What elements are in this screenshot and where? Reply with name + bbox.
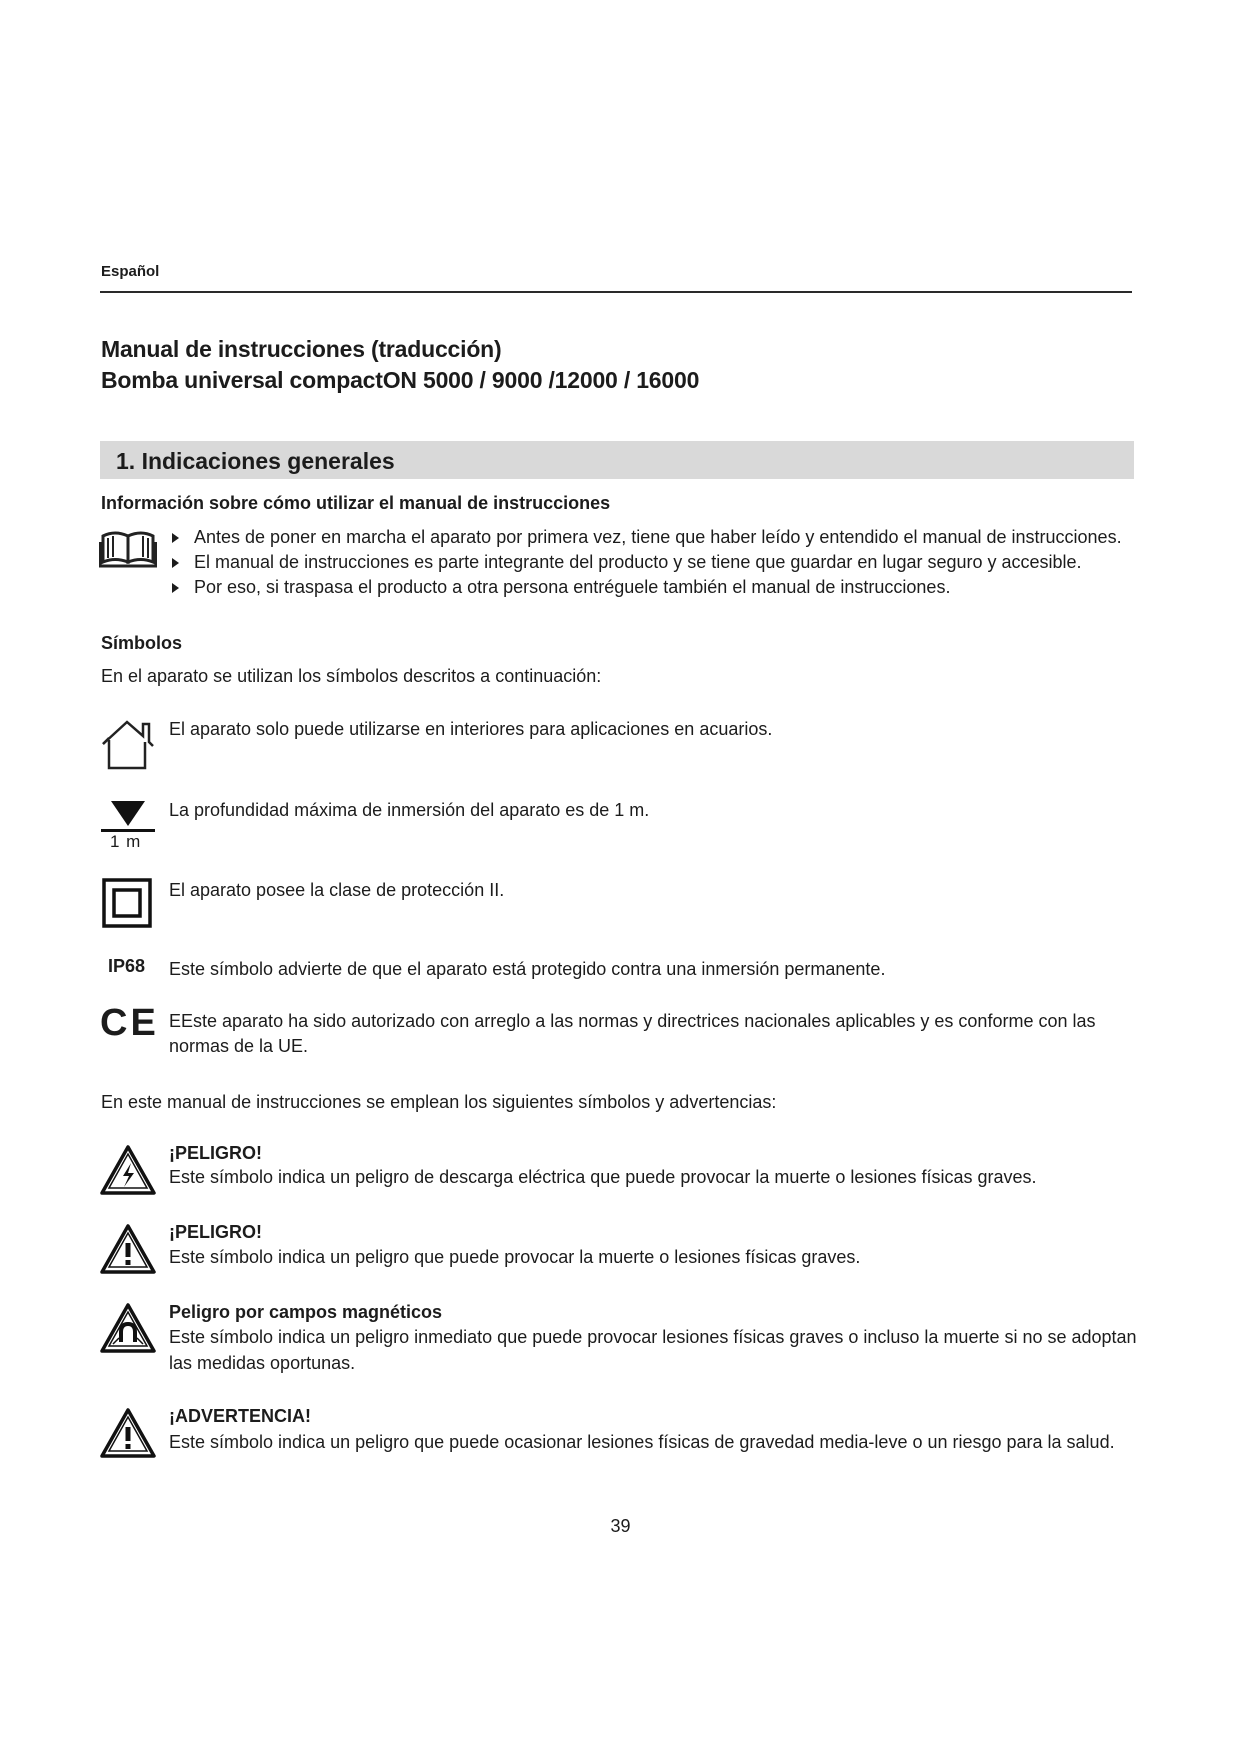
header-rule	[100, 291, 1132, 293]
warning-text: Este símbolo indica un peligro que puede ocasionar lesiones físicas de gravedad media-leve o un riesgo para la salud.	[169, 1432, 1115, 1452]
house-icon	[99, 718, 155, 770]
list-item: Por eso, si traspasa el producto a otra persona entréguele también el manual de instrucciones.	[168, 575, 1122, 600]
language-label: Español	[101, 263, 160, 280]
product-title: Bomba universal compactON 5000 / 9000 /12000 / 16000	[101, 367, 700, 393]
warning-text-line1: Este símbolo indica un peligro inmediato que puede provocar lesiones físicas graves o incluso la muerte si no se adoptan	[169, 1327, 1137, 1347]
bullet-arrow-icon	[172, 558, 179, 568]
symbol-text: El aparato solo puede utilizarse en interiores para aplicaciones en acuarios.	[169, 719, 773, 739]
bullet-arrow-icon	[172, 533, 179, 543]
general-danger-icon	[99, 1223, 157, 1275]
warning-title: ¡PELIGRO!	[169, 1143, 262, 1163]
info-bullet-list	[168, 525, 1122, 600]
info-heading: Información sobre cómo utilizar el manual de instrucciones	[101, 493, 611, 513]
symbols-intro: En el aparato se utilizan los símbolos descritos a continuación:	[101, 666, 602, 686]
manual-title: Manual de instrucciones (traducción)	[101, 336, 502, 362]
electric-hazard-icon	[99, 1144, 157, 1196]
warning-title: Peligro por campos magnéticos	[169, 1302, 443, 1322]
symbol-text: Este símbolo advierte de que el aparato está protegido contra una inmersión permanente.	[169, 959, 886, 979]
list-item: El manual de instrucciones es parte integrante del producto y se tiene que guardar en lugar seguro y accesible.	[168, 550, 1122, 575]
ce-mark-icon: CE	[100, 1002, 159, 1044]
warning-icon	[99, 1407, 157, 1459]
warnings-intro: En este manual de instrucciones se emplean los siguientes símbolos y advertencias:	[101, 1092, 777, 1112]
symbol-text: La profundidad máxima de inmersión del aparato es de 1 m.	[169, 800, 650, 820]
section-heading: 1. Indicaciones generales	[116, 448, 395, 474]
protection-class-2-icon	[102, 878, 152, 928]
list-item: Antes de poner en marcha el aparato por primera vez, tiene que haber leído y entendido el manual de instrucciones.	[168, 525, 1122, 550]
book-icon	[99, 528, 157, 568]
symbol-text: El aparato posee la clase de protección II.	[169, 880, 505, 900]
warning-title: ¡PELIGRO!	[169, 1222, 262, 1242]
symbol-text-line2: normas de la UE.	[169, 1036, 309, 1056]
warning-text: Este símbolo indica un peligro de descarga eléctrica que puede provocar la muerte o lesiones físicas graves.	[169, 1167, 1037, 1187]
warning-text-line2: las medidas oportunas.	[169, 1353, 356, 1373]
bullet-arrow-icon	[172, 583, 179, 593]
page-number: 39	[610, 1516, 631, 1536]
ip68-label: IP68	[108, 956, 146, 976]
warning-text: Este símbolo indica un peligro que puede provocar la muerte o lesiones físicas graves.	[169, 1247, 861, 1267]
symbols-heading: Símbolos	[101, 633, 183, 653]
warning-title: ¡ADVERTENCIA!	[169, 1406, 311, 1426]
symbol-text-line1: EEste aparato ha sido autorizado con arreglo a las normas y directrices nacionales aplicables y es conforme con las	[169, 1011, 1096, 1031]
immersion-depth-label: 1 m	[110, 832, 142, 851]
magnetic-field-icon	[99, 1302, 157, 1354]
